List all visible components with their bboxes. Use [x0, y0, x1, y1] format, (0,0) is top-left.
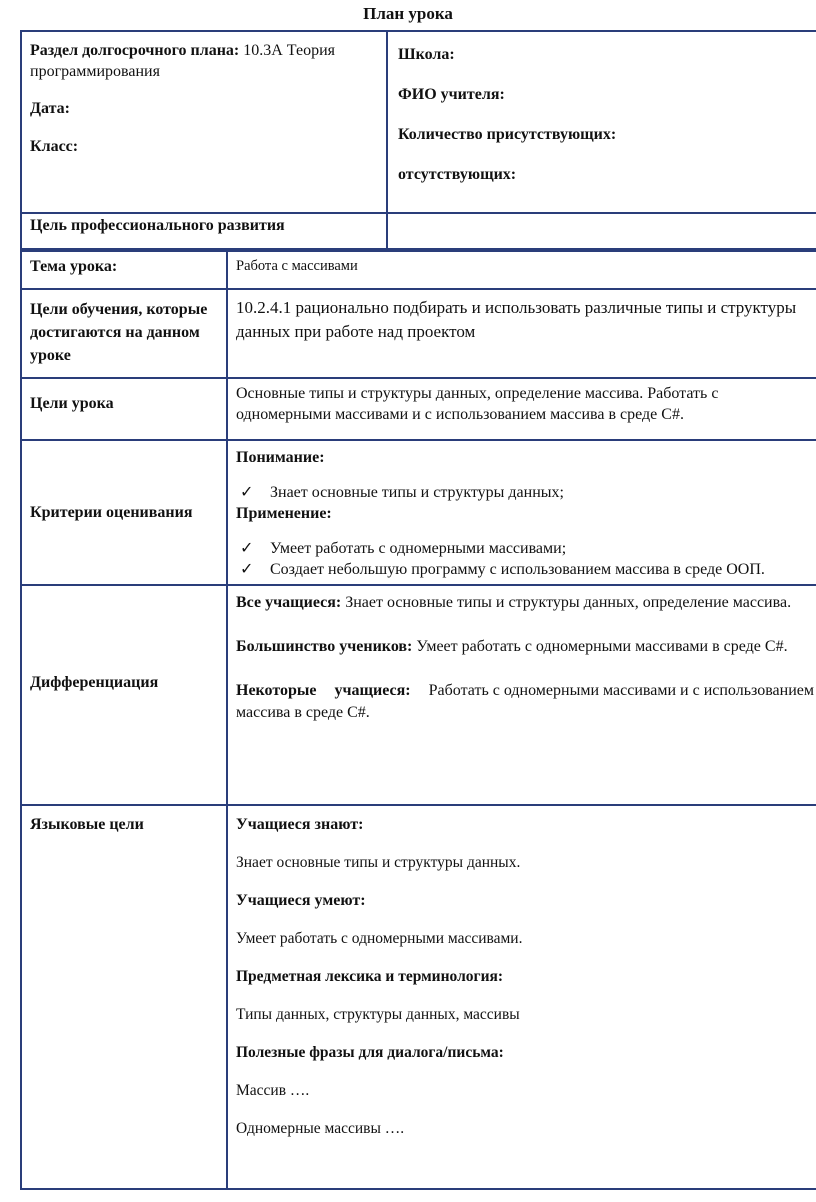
lesson-goals-value-cell: [227, 378, 816, 440]
diff-label: Дифференциация: [30, 674, 159, 691]
lesson-table: [20, 248, 816, 1190]
teacher-label: ФИО учителя:: [398, 86, 505, 103]
topic-value-cell: [227, 249, 816, 289]
section-label: Раздел долгосрочного плана:: [30, 42, 240, 59]
absent-label: отсутствующих:: [398, 166, 517, 183]
lang-can-text: Умеет работать с одномерными массивами.: [236, 930, 523, 947]
criteria-item-2: ✓ Умеет работать с одномерными массивами;: [236, 538, 810, 559]
lesson-goals-value: Основные типы и структуры данных, определение массива. Работать с одномерными массивами и с использованием массива в среде С#.: [236, 385, 719, 423]
header-table: [20, 30, 816, 252]
lesson-goals-label: Цели урока: [30, 395, 114, 412]
criteria-application: Применение:: [236, 505, 332, 522]
criteria-understanding: Понимание:: [236, 449, 325, 466]
diff-value-cell: [227, 585, 816, 805]
section-value: 10.3А Теория программирования: [30, 42, 335, 80]
check-icon: ✓: [240, 561, 254, 578]
date-label: Дата:: [30, 100, 70, 117]
check-icon: ✓: [240, 540, 254, 557]
present-label: Количество присутствующих:: [398, 126, 617, 143]
lang-phrase-2: Одномерные массивы ….: [236, 1120, 405, 1137]
diff-label-cell: [21, 585, 227, 805]
lang-know-text: Знает основные типы и структуры данных.: [236, 854, 521, 871]
criteria-value-cell: [227, 440, 816, 585]
header-right-cell: [387, 31, 816, 213]
objectives-value-cell: [227, 289, 816, 378]
objectives-label: Цели обучения, которые достигаются на данном уроке: [30, 301, 208, 364]
lesson-goals-label-cell: [21, 378, 227, 440]
header-left-cell: [21, 31, 387, 213]
lang-label-cell: [21, 805, 227, 1189]
school-label: Школа:: [398, 46, 455, 63]
check-icon: ✓: [240, 484, 254, 501]
topic-value: Работа с массивами: [236, 258, 358, 274]
criteria-label-cell: [21, 440, 227, 585]
prof-goal-value-cell: [387, 213, 816, 251]
topic-label: Тема урока:: [30, 258, 118, 275]
lang-phrase-1: Массив ….: [236, 1082, 310, 1099]
diff-some: Некоторые учащиеся: Работать с одномерными массивами и с использованием массива в среде С#.: [236, 682, 815, 721]
lang-label: Языковые цели: [30, 816, 144, 833]
page-title: План урока: [363, 4, 453, 23]
objectives-label-cell: [21, 289, 227, 378]
criteria-label: Критерии оценивания: [30, 503, 193, 521]
lang-vocab-text: Типы данных, структуры данных, массивы: [236, 1006, 520, 1023]
class-label: Класс:: [30, 138, 79, 155]
prof-goal-label: Цель профессионального развития: [30, 217, 285, 234]
diff-most: Большинство учеников: Умеет работать с одномерными массивами в среде С#.: [236, 638, 788, 655]
lang-phrases-label: Полезные фразы для диалога/письма:: [236, 1044, 504, 1061]
lang-can-label: Учащиеся умеют:: [236, 892, 366, 909]
criteria-item-3: ✓ Создает небольшую программу с использованием массива в среде ООП.: [236, 559, 810, 580]
objectives-value: 10.2.4.1 рационально подбирать и использовать различные типы и структуры данных при работе над проектом: [236, 298, 797, 341]
criteria-item-1: ✓ Знает основные типы и структуры данных;: [236, 482, 810, 503]
prof-goal-cell: [21, 213, 387, 251]
lang-know-label: Учащиеся знают:: [236, 816, 364, 833]
lang-value-cell: [227, 805, 816, 1189]
lang-vocab-label: Предметная лексика и терминология:: [236, 968, 504, 985]
diff-all: Все учащиеся: Знает основные типы и структуры данных, определение массива.: [236, 594, 792, 611]
topic-label-cell: [21, 249, 227, 289]
